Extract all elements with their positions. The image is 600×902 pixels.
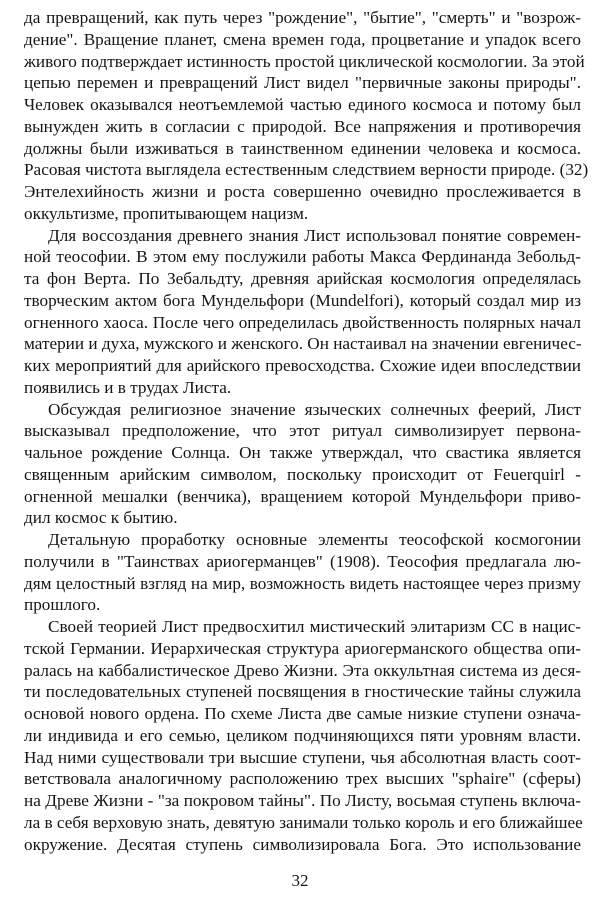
text-line: ли индивида и его семью, целиком подчиняющихся пяти уровням власти. <box>24 725 581 745</box>
text-line: Своей теорией Лист предвосхитил мистический элитаризм СС в нацис- <box>48 617 581 636</box>
text-line: творческим актом бога Мундельфори (Mundelfori), который создал мир из <box>24 290 581 310</box>
text-line: дил космос к бытию. <box>24 508 178 528</box>
text-line: ветствовала аналогичному расположению трех высших "sphaire" (сферы) <box>24 769 581 789</box>
text-line: получили в "Таинствах ариогерманцев" (1908). Теософия предлагала лю- <box>24 551 581 571</box>
text-line: та фон Верта. По Зебальдту, древняя арийская космология определялась <box>24 269 581 288</box>
text-line: Для воссоздания древнего знания Лист использовал понятие современ- <box>48 225 581 245</box>
paragraph <box>24 399 581 530</box>
text-line: ной теософии. В этом ему послужили работы Макса Фердинанда Зебольд- <box>24 247 581 267</box>
text-line: дение". Вращение планет, смена времен года, процветание и упадок всего <box>24 29 581 49</box>
paragraph <box>24 225 581 399</box>
text-line: вынужден жить в согласии с природой. Все напряжения и противоречия <box>24 116 581 136</box>
text-line: появились и в трудах Листа. <box>24 377 232 397</box>
paragraph <box>24 616 581 855</box>
text-line: основой нового ордена. По схеме Листа две самые низкие ступени означа- <box>24 704 581 723</box>
text-line: высказывал предположение, что этот ритуал символизирует первона- <box>24 421 581 441</box>
text-line: Обсуждая религиозное значение языческих солнечных феерий, Лист <box>48 399 581 419</box>
text-line: Энтелехийность жизни и роста совершенно очевидно прослеживается в <box>24 182 581 201</box>
text-line: дям целостный взгляд на мир, возможность видеть настоящее через призму <box>24 573 581 593</box>
text-line: Над ними существовали три высшие ступени, чья абсолютная власть соот- <box>24 747 581 767</box>
text-line: должны были изживаться в таинственном единении человека и космоса. <box>24 138 581 158</box>
text-line: Детальную проработку основные элементы теософской космогонии <box>48 530 581 549</box>
document-page <box>24 7 589 855</box>
paragraph <box>24 529 581 616</box>
text-line: тской Германии. Иерархическая структура ариогерманского общества опи- <box>24 638 581 658</box>
text-line: материи и духа, мужского и женского. Он настаивал на значении евгеничес- <box>24 334 582 354</box>
text-line: да превращений, как путь через "рождение", "бытие", "смерть" и "возрож- <box>24 8 581 27</box>
text-line: прошлого. <box>24 595 101 615</box>
page-number: 32 <box>291 871 309 890</box>
text-line: Человек оказывался неотъемлемой частью единого космоса и потому был <box>24 95 581 114</box>
text-line: цепью перемен и превращений Лист видел "первичные законы природы". <box>24 73 581 93</box>
paragraph <box>24 7 589 225</box>
text-line: огненного хаоса. После чего определилась двойственность полярных начал <box>24 312 581 332</box>
text-line: Расовая чистота выглядела естественным следствием верности природе. (32) <box>24 160 589 180</box>
text-line: священным арийским символом, поскольку происходит от Feuerquirl - <box>24 464 581 484</box>
text-line: чальное рождение Солнца. Он также утверждал, что свастика является <box>24 443 581 462</box>
text-line: огненной мешалки (венчика), вращением которой Мундельфори приво- <box>24 486 581 506</box>
text-line: на Древе Жизни - "за покровом тайны". По Листу, восьмая ступень включа- <box>24 791 581 810</box>
text-line: ралась на каббалистическое Древо Жизни. Эта оккультная система из деся- <box>24 660 581 680</box>
text-line: оккультизме, пропитывающем нацизм. <box>24 203 309 223</box>
text-line: живого подтверждает истинность простой циклической космологии. За этой <box>24 51 585 71</box>
text-line: ти последовательных ступеней посвящения в гностические тайны служила <box>24 682 581 702</box>
text-line: ких мероприятий для арийского превосходства. Схожие идеи впоследствии <box>24 356 581 375</box>
text-line: ла в себя верховую знать, девятую занимали только король и его ближайшее <box>24 812 583 832</box>
text-line: окружение. Десятая ступень символизировала Бога. Это использование <box>24 834 581 854</box>
